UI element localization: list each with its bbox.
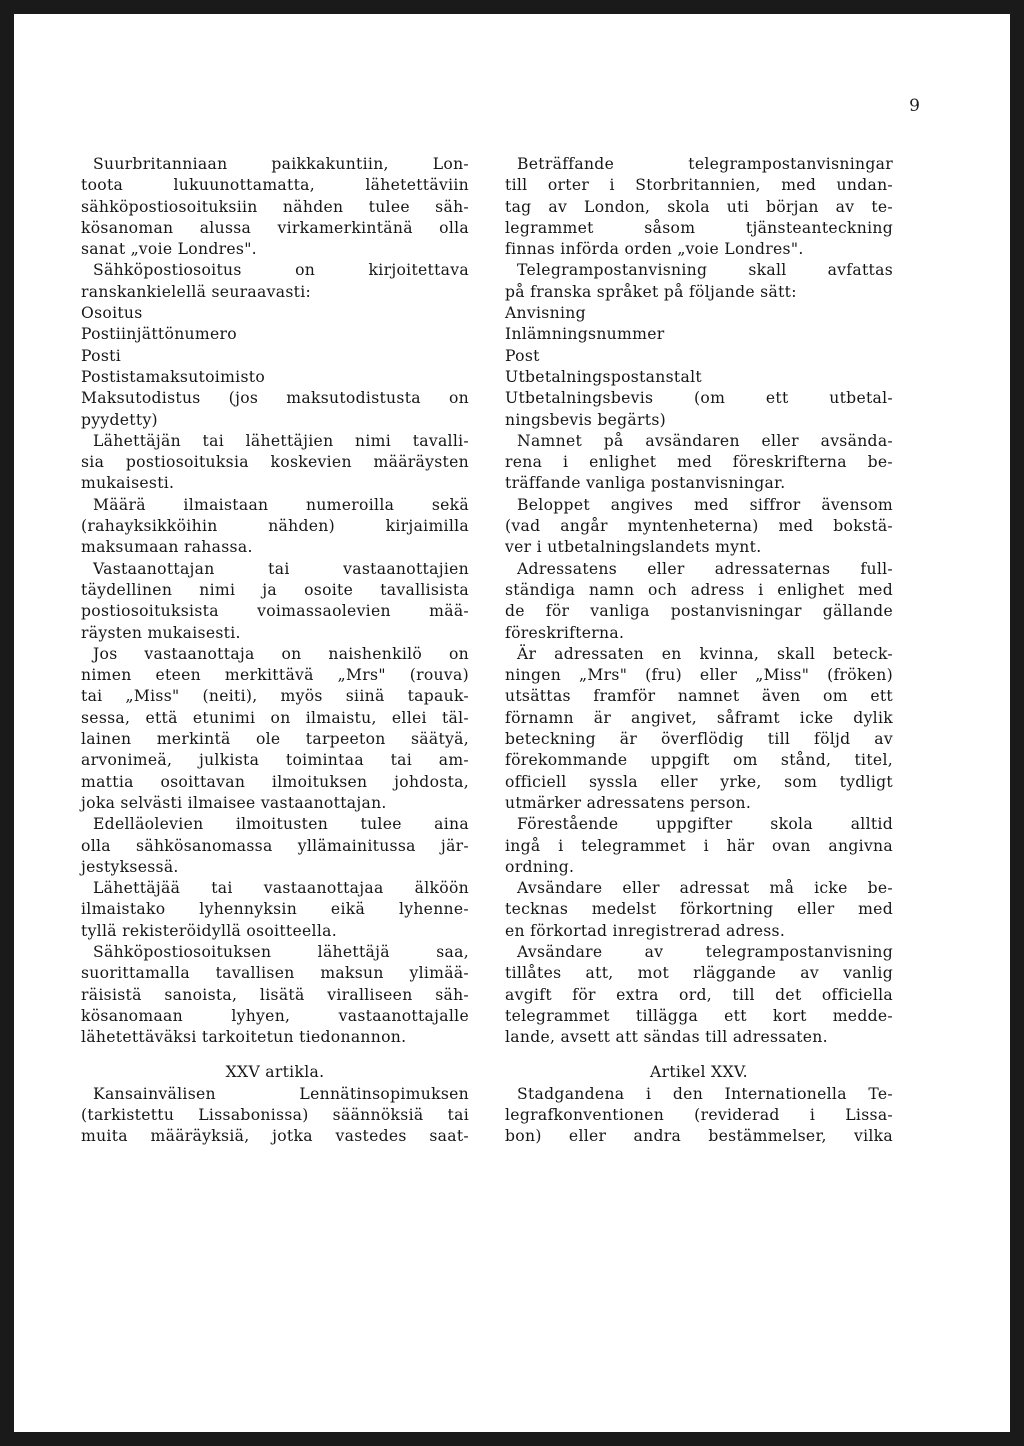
text-line: Sähköpostiosoitus on kirjoitettava <box>93 261 469 280</box>
text-line: Määrä ilmaistaan numeroilla sekä <box>93 495 469 514</box>
text-line: ningen „Mrs" (fru) eller „Miss" (fröken) <box>505 666 893 685</box>
text-line: Lähettäjän tai lähettäjien nimi tavalli- <box>93 431 469 450</box>
text-line: lande, avsett att sändas till adressaten. <box>505 1028 828 1047</box>
text-line: ingå i telegrammet i här ovan angivna <box>505 836 893 855</box>
text-line: till orter i Storbritannien, med undan- <box>505 176 893 195</box>
text-line: Suurbritanniaan paikkakuntiin, Lon- <box>93 155 469 173</box>
text-line: Namnet på avsändaren eller avsända- <box>517 431 893 450</box>
text-line: tyllä rekisteröidyllä osoitteella. <box>81 921 337 940</box>
text-line: officiell syssla eller yrke, som tydligt <box>505 772 893 791</box>
text-line: Är adressaten en kvinna, skall beteck- <box>517 644 893 663</box>
text-line: ständiga namn och adress i enlighet med <box>505 580 893 599</box>
document-page <box>14 14 1010 1432</box>
right-article-heading: Artikel XXV. <box>650 1063 748 1082</box>
text-line: de för vanliga postanvisningar gällande <box>505 602 893 621</box>
text-line: Osoitus <box>81 304 143 323</box>
text-line: sia postiosoituksia koskevien määräysten <box>81 453 469 472</box>
text-line: ilmaistako lyhennyksin eikä lyhenne- <box>81 900 469 919</box>
right-column-swedish <box>505 154 893 1148</box>
text-line: kösanoman alussa virkamerkintänä olla <box>81 218 469 237</box>
right-after-heading <box>505 1084 893 1148</box>
text-line: jestyksessä. <box>81 857 179 876</box>
text-line: ningsbevis begärts) <box>505 410 667 429</box>
text-line: förekommande uppgift om stånd, titel, <box>505 751 893 770</box>
text-line: finnas införda orden „voie Londres". <box>505 240 804 259</box>
spacer <box>505 1048 893 1062</box>
text-line: Anvisning <box>505 304 586 323</box>
text-line: postiosoituksista voimassaolevien mää- <box>81 602 469 621</box>
text-line: Utbetalningsbevis (om ett utbetal- <box>505 389 893 408</box>
text-line: Post <box>505 346 540 365</box>
text-line: en förkortad inregistrerad adress. <box>505 921 786 940</box>
text-line: Förestående uppgifter skola alltid <box>517 815 893 834</box>
text-line: (rahayksikköihin nähden) kirjaimilla <box>81 517 469 536</box>
text-line: räisistä sanoista, lisätä viralliseen säh- <box>81 985 469 1004</box>
spacer <box>81 1048 469 1062</box>
text-line: toota lukuunottamatta, lähetettäviin <box>81 176 469 195</box>
text-line: sähköpostiosoituksiin nähden tulee säh- <box>81 197 469 216</box>
text-line: utsättas framför namnet även om ett <box>505 687 893 706</box>
text-line: Adressatens eller adressaternas full- <box>517 559 893 578</box>
text-line: maksumaan rahassa. <box>81 538 253 557</box>
text-line: kösanomaan lyhyen, vastaanottajalle <box>81 1006 469 1025</box>
text-line: (vad angår myntenheterna) med bokstä- <box>505 517 893 536</box>
text-line: mukaisesti. <box>81 474 175 493</box>
page-number: 9 <box>909 96 920 116</box>
left-article-heading: XXV artikla. <box>225 1063 325 1082</box>
text-line: på franska språket på följande sätt: <box>505 282 797 301</box>
text-line: räysten mukaisesti. <box>81 623 241 642</box>
text-line: förnamn är angivet, såframt icke dylik <box>505 708 893 727</box>
left-after-heading <box>81 1084 469 1148</box>
text-line: lähetettäväksi tarkoitetun tiedonannon. <box>81 1028 407 1047</box>
text-line: tag av London, skola uti början av te- <box>505 197 893 216</box>
text-line: utmärker adressatens person. <box>505 793 752 812</box>
text-line: föreskrifterna. <box>505 623 625 642</box>
text-line: Beträffande telegrampostanvisningar <box>517 155 893 173</box>
text-line: tecknas medelst förkortning eller med <box>505 900 893 919</box>
left-column-finnish <box>81 154 469 1148</box>
text-line: sessa, että etunimi on ilmaistu, ellei täl- <box>81 708 469 727</box>
text-line: Jos vastaanottaja on naishenkilö on <box>93 644 469 663</box>
text-line: Sähköpostiosoituksen lähettäjä saa, <box>93 942 469 961</box>
text-line: Kansainvälisen Lennätinsopimuksen <box>93 1084 469 1103</box>
text-line: olla sähkösanomassa yllämainitussa jär- <box>81 836 469 855</box>
text-line: tillåtes att, mot rläggande av vanlig <box>505 964 893 983</box>
text-line: nimen eteen merkittävä „Mrs" (rouva) <box>81 666 469 685</box>
text-line: Maksutodistus (jos maksutodistusta on <box>81 389 469 408</box>
text-line: Telegrampostanvisning skall avfattas <box>517 261 893 280</box>
text-line: legrammet såsom tjänsteanteckning <box>505 218 893 237</box>
text-line: Edelläolevien ilmoitusten tulee aina <box>93 815 469 834</box>
text-line: Stadgandena i den Internationella Te- <box>517 1084 893 1103</box>
text-line: muita määräyksiä, jotka vastedes saat- <box>81 1127 469 1146</box>
text-line: ver i utbetalningslandets mynt. <box>505 538 762 557</box>
text-line: beteckning är överflödig till följd av <box>505 730 893 749</box>
text-line: Vastaanottajan tai vastaanottajien <box>93 559 469 578</box>
text-line: Postistamaksutoimisto <box>81 367 266 386</box>
text-line: rena i enlighet med föreskrifterna be- <box>505 453 893 472</box>
text-line: Avsändare eller adressat må icke be- <box>517 879 893 898</box>
text-line: mattia osoittavan ilmoituksen johdosta, <box>81 772 469 791</box>
text-line: bon) eller andra bestämmelser, vilka <box>505 1127 893 1146</box>
text-line: arvonimeä, julkista toimintaa tai am- <box>81 751 469 770</box>
text-line: avgift för extra ord, till det officiella <box>505 985 893 1004</box>
text-line: Posti <box>81 346 122 365</box>
text-line: sanat „voie Londres". <box>81 240 257 259</box>
text-line: ordning. <box>505 857 575 876</box>
text-line: pyydetty) <box>81 410 158 429</box>
text-line: Lähettäjää tai vastaanottajaa älköön <box>93 879 469 898</box>
text-line: lainen merkintä ole tarpeeton säätyä, <box>81 730 469 749</box>
text-line: Utbetalningspostanstalt <box>505 367 702 386</box>
text-line: Beloppet angives med siffror ävensom <box>517 495 893 514</box>
text-line: (tarkistettu Lissabonissa) säännöksiä tai <box>81 1106 469 1125</box>
text-line: telegrammet tillägga ett kort medde- <box>505 1006 893 1025</box>
text-line: Postiinjättönumero <box>81 325 237 344</box>
text-line: suorittamalla tavallisen maksun ylimää- <box>81 964 469 983</box>
text-line: joka selvästi ilmaisee vastaanottajan. <box>81 793 387 812</box>
text-line: tai „Miss" (neiti), myös siinä tapauk- <box>81 687 469 706</box>
text-line: ranskankielellä seuraavasti: <box>81 282 312 301</box>
right-body <box>505 154 893 1048</box>
text-line: täydellinen nimi ja osoite tavallisista <box>81 580 469 599</box>
text-line: Avsändare av telegrampostanvisning <box>517 942 893 961</box>
text-line: träffande vanliga postanvisningar. <box>505 474 786 493</box>
text-line: legrafkonventionen (reviderad i Lissa- <box>505 1106 893 1125</box>
left-body <box>81 154 469 1048</box>
text-line: Inlämningsnummer <box>505 325 665 344</box>
